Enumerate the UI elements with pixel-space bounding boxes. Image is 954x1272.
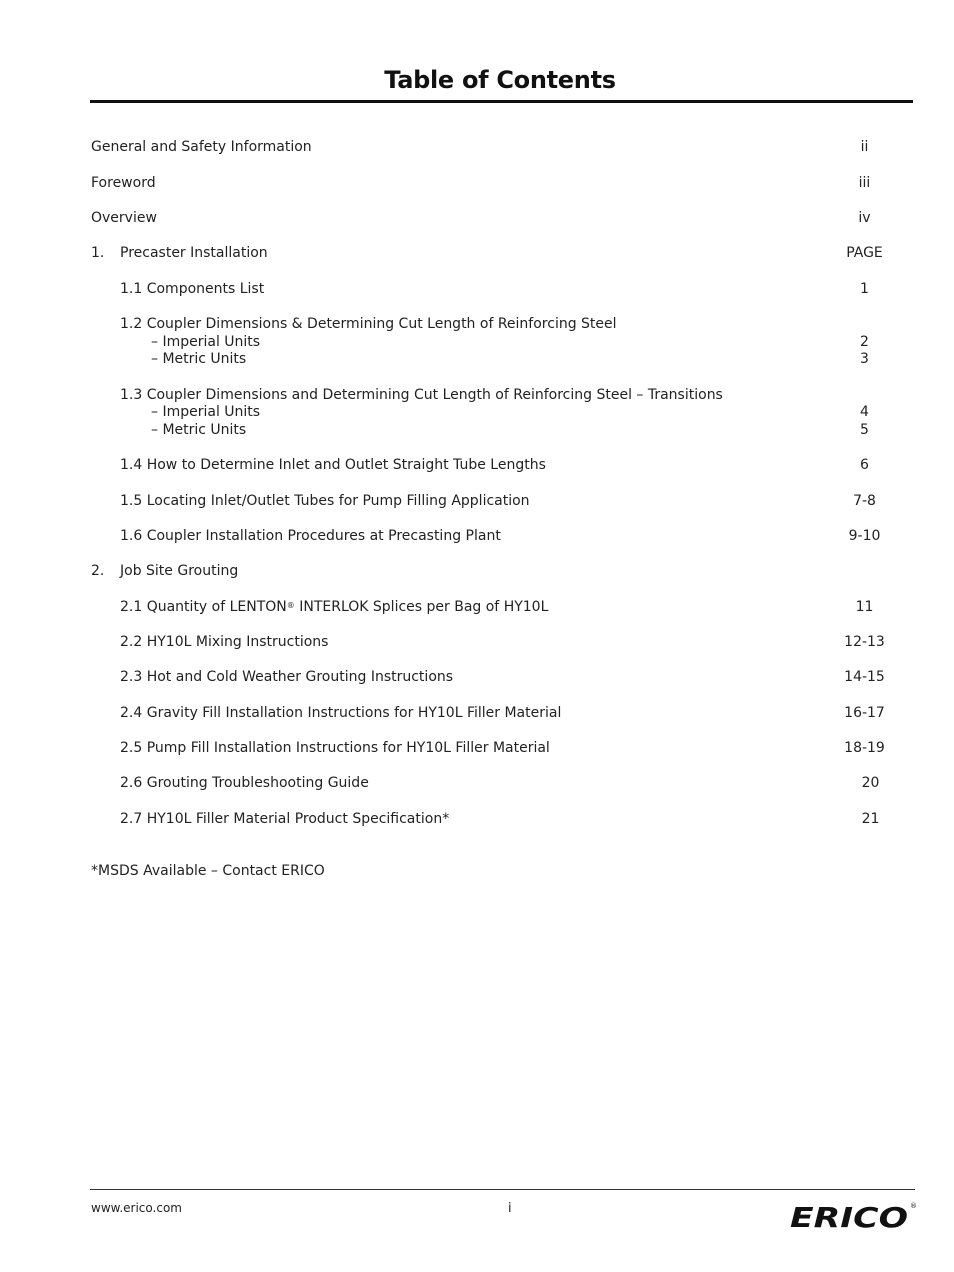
toc-entry-page: iii xyxy=(858,175,871,191)
toc-entry-2-2[interactable] xyxy=(91,633,885,651)
toc-label-text: INTERLOK Splices per Bag of HY10L xyxy=(294,599,549,615)
toc-subentry-1-2-metric[interactable] xyxy=(91,350,871,368)
toc-entry-label: – Imperial Units xyxy=(151,404,261,420)
toc-entry-page: 1 xyxy=(860,281,869,297)
toc-entry-label: 2.2 HY10L Mixing Instructions xyxy=(120,634,329,650)
toc-section-2[interactable] xyxy=(91,562,871,580)
toc-entry-label: Precaster Installation xyxy=(120,245,268,261)
toc-entry-1-6[interactable] xyxy=(91,527,881,545)
toc-entry-label: – Metric Units xyxy=(151,351,247,367)
toc-entry-1-1[interactable] xyxy=(91,280,871,298)
toc-entry-page: 4 xyxy=(860,404,869,420)
toc-entry-label xyxy=(120,598,548,616)
toc-entry-label: General and Safety Information xyxy=(91,139,312,155)
toc-entry-label: – Imperial Units xyxy=(151,334,261,350)
toc-section-1[interactable] xyxy=(91,244,883,262)
toc-subentry-1-3-metric[interactable] xyxy=(91,421,871,439)
toc-entry-page: ii xyxy=(860,139,869,155)
toc-entry-page: 11 xyxy=(855,599,874,615)
toc-entry-page: 14-15 xyxy=(844,669,885,685)
toc-entry-2-7[interactable] xyxy=(91,810,880,828)
toc-entry-label: 1.5 Locating Inlet/Outlet Tubes for Pump Filling Application xyxy=(120,493,530,509)
toc-entry-label: 1.3 Coupler Dimensions and Determining Cut Length of Reinforcing Steel – Transitions xyxy=(120,387,723,403)
toc-entry-page: 7-8 xyxy=(853,493,876,509)
toc-entry-label: 2.3 Hot and Cold Weather Grouting Instructions xyxy=(120,669,454,685)
toc-entry-page: 3 xyxy=(860,351,869,367)
toc-entry-label: 1.6 Coupler Installation Procedures at Precasting Plant xyxy=(120,528,501,544)
toc-entry-page: 9-10 xyxy=(848,528,881,544)
toc-entry-general-safety[interactable] xyxy=(91,138,871,156)
toc-section-number: 1. xyxy=(91,245,105,261)
toc-entry-1-4[interactable] xyxy=(91,456,871,474)
toc-entry-label: Job Site Grouting xyxy=(120,563,239,579)
toc-section-number: 2. xyxy=(91,563,105,579)
registered-mark: ® xyxy=(286,601,295,610)
footer-page-number: i xyxy=(508,1201,512,1216)
toc-entry-overview[interactable] xyxy=(91,209,871,227)
toc-entry-page: 2 xyxy=(860,334,869,350)
toc-entry-foreword[interactable] xyxy=(91,174,871,192)
title-divider xyxy=(90,100,913,103)
toc-entry-1-2[interactable] xyxy=(91,315,871,333)
toc-entry-page: 18-19 xyxy=(844,740,885,756)
toc-entry-2-5[interactable] xyxy=(91,739,885,757)
footer-url-link[interactable]: www.erico.com xyxy=(91,1201,182,1215)
toc-entry-2-6[interactable] xyxy=(91,774,880,792)
toc-label-text: 2.1 Quantity of LENTON xyxy=(120,599,287,615)
toc-entry-label: 2.6 Grouting Troubleshooting Guide xyxy=(120,775,369,791)
toc-entry-label: – Metric Units xyxy=(151,422,247,438)
toc-entry-page: 6 xyxy=(860,457,869,473)
toc-entry-page: 16-17 xyxy=(844,705,885,721)
toc-entry-label: 2.7 HY10L Filler Material Product Specification* xyxy=(120,811,450,827)
toc-entry-1-5[interactable] xyxy=(91,492,876,510)
toc-entry-page: 5 xyxy=(860,422,869,438)
footer-divider xyxy=(90,1189,915,1190)
toc-entry-page: 21 xyxy=(861,811,880,827)
page-title: Table of Contents xyxy=(384,66,616,94)
toc-entry-page: iv xyxy=(858,210,871,226)
toc-entry-label: 1.2 Coupler Dimensions & Determining Cut Length of Reinforcing Steel xyxy=(120,316,617,332)
toc-subentry-1-3-imperial[interactable] xyxy=(91,403,871,421)
msds-footnote: *MSDS Available – Contact ERICO xyxy=(91,863,325,879)
toc-entry-label: 1.1 Components List xyxy=(120,281,265,297)
toc-entry-2-1[interactable] xyxy=(91,598,874,616)
toc-entry-label: Foreword xyxy=(91,175,156,191)
toc-entry-1-3[interactable] xyxy=(91,386,871,404)
toc-entry-label: Overview xyxy=(91,210,157,226)
logo-wordmark: ERICO xyxy=(790,1201,908,1232)
toc-entry-label: 2.4 Gravity Fill Installation Instructions for HY10L Filler Material xyxy=(120,705,562,721)
toc-entry-page: 12-13 xyxy=(844,634,885,650)
toc-column-header: PAGE xyxy=(846,245,883,261)
erico-logo xyxy=(788,1198,918,1232)
toc-entry-2-4[interactable] xyxy=(91,704,885,722)
toc-subentry-1-2-imperial[interactable] xyxy=(91,333,871,351)
toc-entry-page: 20 xyxy=(861,775,880,791)
toc-entry-2-3[interactable] xyxy=(91,668,885,686)
toc-entry-label: 1.4 How to Determine Inlet and Outlet Straight Tube Lengths xyxy=(120,457,546,473)
toc-entry-label: 2.5 Pump Fill Installation Instructions for HY10L Filler Material xyxy=(120,740,550,756)
logo-registered-mark: ® xyxy=(910,1202,917,1210)
